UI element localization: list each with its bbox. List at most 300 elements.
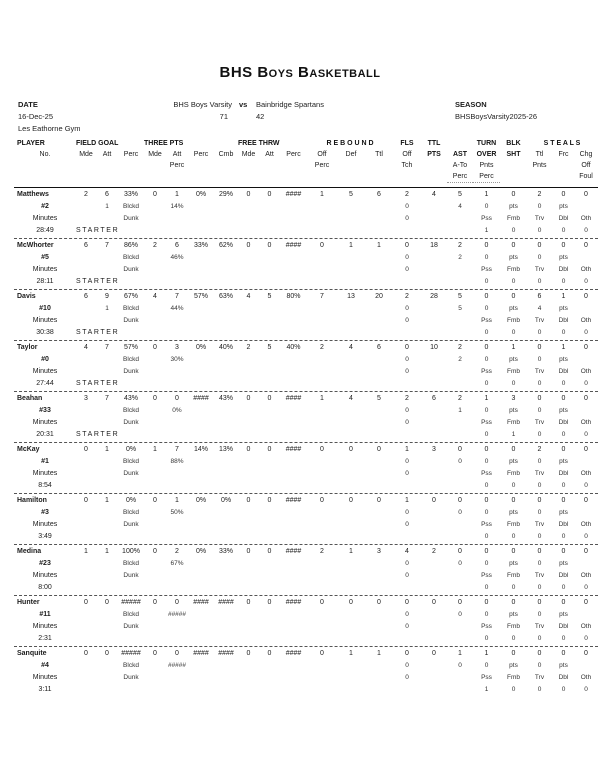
cell-minutes: 28:11 <box>36 278 54 285</box>
player-sub-row-2 <box>14 468 598 480</box>
cell-fg-perc: 100% <box>122 548 140 555</box>
label-to-oth: Oth <box>580 266 592 273</box>
label-minutes: Minutes <box>32 470 58 477</box>
cell-steal-points: 0 <box>537 356 542 363</box>
cell-to-pss: 0 <box>484 329 489 336</box>
cell-steals-chg: 0 <box>584 344 588 351</box>
label-to-pts: pts <box>509 407 518 414</box>
label-to-dbl: Dbl <box>558 572 569 579</box>
cell-fouls-off: 0 <box>405 611 409 618</box>
cell-assists: 5 <box>458 293 462 300</box>
cell-to-fmb: 0 <box>511 329 516 336</box>
label-to-pts: pts <box>509 509 518 516</box>
cell-fouls-tch: 0 <box>405 215 409 222</box>
player-block <box>14 595 598 646</box>
cell-assists-ato: 0 <box>458 611 462 618</box>
cell-blocked-perc: 30% <box>170 356 184 363</box>
cell-fouls-off: 0 <box>405 458 409 465</box>
cell-ft-perc: #### <box>285 446 302 453</box>
cell-blocked-perc: 46% <box>170 254 184 261</box>
cell-steals-frc: 0 <box>561 548 566 555</box>
cell-fg-att: 1 <box>105 497 109 504</box>
cell-tp-att: 6 <box>175 242 179 249</box>
cell-fg-att: 1 <box>105 548 109 555</box>
player-sub-row-1 <box>14 303 598 315</box>
label-to-pts: pts <box>509 458 518 465</box>
cell-steals-ttl: 0 <box>537 395 542 402</box>
cell-to-fmb: 0 <box>511 686 516 693</box>
label-to-fmb: Fmb <box>507 368 520 375</box>
cell-ft-perc: 40% <box>286 344 301 351</box>
label-to-pss: Pss <box>481 368 492 375</box>
label-to-pss: Pss <box>481 623 492 630</box>
cell-reb-off: 2 <box>320 344 324 351</box>
cell-fg-perc: ##### <box>121 599 141 606</box>
cell-reb-ttl: 0 <box>377 446 381 453</box>
cell-tp-perc: #### <box>193 395 209 402</box>
player-name: Hunter <box>17 599 40 606</box>
cell-reb-ttl: 0 <box>377 599 381 606</box>
cell-to-pss: 0 <box>484 635 489 642</box>
label-to-pss: Pss <box>481 674 492 681</box>
cell-starter <box>76 480 238 492</box>
label-to-dbl: Dbl <box>558 266 569 273</box>
player-sub-row-1 <box>14 660 598 672</box>
player-name: McWhorter <box>17 242 54 249</box>
cell-total-points: 6 <box>432 395 436 402</box>
label-to-oth: Oth <box>580 215 592 222</box>
cell-fg-perc: 86% <box>123 242 138 249</box>
hdr-cmb: Cmb <box>218 151 234 158</box>
cell-steals-ttl: 2 <box>537 191 542 198</box>
cell-turnovers: 0 <box>484 497 489 504</box>
cell-steals-ttl: 6 <box>537 293 542 300</box>
cell-ft-att: 5 <box>267 293 272 300</box>
cell-ft-perc: 80% <box>286 293 301 300</box>
hdr-blk: BLK <box>506 140 521 147</box>
player-main-row <box>14 342 598 354</box>
player-sub-row-2 <box>14 570 598 582</box>
player-sub-row-3 <box>14 378 598 390</box>
cell-ft-perc: #### <box>285 548 302 555</box>
player-main-row <box>14 648 598 660</box>
cell-tp-made: 2 <box>153 242 157 249</box>
cell-turnovers: 1 <box>484 395 489 402</box>
cell-assists-ato: 0 <box>458 560 462 567</box>
cell-to-fmb: 0 <box>511 380 516 387</box>
cell-turnovers: 0 <box>484 548 489 555</box>
cell-blocked-att <box>96 660 118 672</box>
cell-fg-perc: 57% <box>123 344 138 351</box>
cell-steals-frc: 0 <box>561 395 566 402</box>
cell-fouls: 0 <box>405 242 409 249</box>
hdr-ast: AST <box>453 151 467 158</box>
player-name: Matthews <box>17 191 49 198</box>
cell-blocked-shots: 1 <box>511 344 516 351</box>
cell-minutes: 20:31 <box>36 431 54 438</box>
cell-steals-frc: 0 <box>561 599 566 606</box>
cell-total-points: 3 <box>432 446 436 453</box>
player-name: Sanquite <box>17 650 47 657</box>
cell-ft-att: 0 <box>267 650 272 657</box>
label-to-fmb: Fmb <box>507 572 520 579</box>
label-dunk: Dunk <box>123 419 139 426</box>
label-minutes: Minutes <box>32 368 58 375</box>
cell-reb-def: 13 <box>347 293 355 300</box>
player-main-row <box>14 189 598 201</box>
cell-reb-def: 0 <box>349 497 353 504</box>
player-sub-row-1 <box>14 201 598 213</box>
cell-to-points: 0 <box>484 356 489 363</box>
cell-cmb-perc: #### <box>218 650 234 657</box>
hdr-over: OVER <box>476 151 497 158</box>
label-minutes: Minutes <box>32 419 58 426</box>
label-dunk: Dunk <box>123 470 139 477</box>
label-to-trv: Trv <box>534 674 545 681</box>
player-sub-row-1 <box>14 354 598 366</box>
cell-minutes: 3:11 <box>38 686 52 693</box>
cell-blocked-perc: 50% <box>170 509 184 516</box>
cell-blocked-att <box>96 252 118 264</box>
player-main-row <box>14 546 598 558</box>
cell-ft-made: 4 <box>246 293 251 300</box>
cell-fg-att: 7 <box>105 242 109 249</box>
cell-total-points: 18 <box>430 242 438 249</box>
player-name: Davis <box>17 293 36 300</box>
cell-tp-perc: 33% <box>193 242 208 249</box>
cell-steals-frc: 0 <box>561 242 566 249</box>
player-number: #23 <box>39 560 51 567</box>
venue: Les Eathorne Gym <box>18 124 81 133</box>
cell-to-trv: 0 <box>537 533 542 540</box>
label-to-pts: pts <box>509 203 518 210</box>
cell-to-points: 0 <box>484 305 489 312</box>
label-dunk: Dunk <box>123 215 139 222</box>
label-to-trv: Trv <box>534 266 545 273</box>
cell-fg-made: 4 <box>84 344 88 351</box>
cell-fouls: 1 <box>405 446 409 453</box>
player-sub-row-2 <box>14 519 598 531</box>
label-to-pts: pts <box>509 611 518 618</box>
cell-reb-def: 1 <box>349 650 353 657</box>
player-number: #33 <box>39 407 51 414</box>
cell-to-oth: 0 <box>584 635 588 642</box>
cell-steals-ttl: 0 <box>537 497 542 504</box>
cell-ft-perc: #### <box>285 395 302 402</box>
cell-to-points: 0 <box>484 611 489 618</box>
cell-fouls: 0 <box>405 599 409 606</box>
cell-tp-att: 7 <box>175 446 179 453</box>
cell-starter <box>76 531 238 543</box>
cell-steals-ttl: 0 <box>537 548 542 555</box>
cell-to-fmb: 0 <box>511 278 516 285</box>
player-block <box>14 289 598 340</box>
player-sub-row-3 <box>14 480 598 492</box>
cell-reb-def: 0 <box>349 446 353 453</box>
label-blckd: Blckd <box>123 458 139 465</box>
cell-cmb-perc: #### <box>218 599 234 606</box>
cell-to-oth: 0 <box>584 278 588 285</box>
label-to-fmb: Fmb <box>507 215 520 222</box>
label-blckd: Blckd <box>123 305 139 312</box>
label-steal-pts: pts <box>559 305 568 312</box>
player-main-row <box>14 444 598 456</box>
label-to-pts: pts <box>509 254 518 261</box>
player-number: #5 <box>41 254 49 261</box>
label-dunk: Dunk <box>123 674 139 681</box>
player-sub-row-3 <box>14 276 598 288</box>
hdr-rebound: R E B O U N D <box>326 140 374 147</box>
cell-ft-att: 0 <box>267 548 272 555</box>
cell-to-dbl: 0 <box>561 431 566 438</box>
label-to-dbl: Dbl <box>558 368 569 375</box>
player-main-row <box>14 291 598 303</box>
game-date: 16-Dec-25 <box>18 112 54 121</box>
cell-cmb-perc: 29% <box>218 191 233 198</box>
cell-blocked-att: 1 <box>105 203 109 210</box>
hdr-steals: S T E A L S <box>543 140 581 147</box>
cell-ft-att: 0 <box>267 191 272 198</box>
cell-minutes: 2:31 <box>38 635 52 642</box>
cell-assists-ato: 4 <box>458 203 462 210</box>
player-block <box>14 188 598 238</box>
hdr-to-pnts: Pnts <box>479 162 494 169</box>
cell-tp-att: 7 <box>175 293 179 300</box>
label-to-fmb: Fmb <box>507 521 520 528</box>
cell-tp-made: 0 <box>153 395 157 402</box>
cell-fouls-tch: 0 <box>405 266 409 273</box>
cell-steals-chg: 0 <box>584 446 588 453</box>
cell-cmb-perc: 62% <box>218 242 233 249</box>
cell-to-oth: 0 <box>584 329 588 336</box>
label-blckd: Blckd <box>123 509 139 516</box>
label-minutes: Minutes <box>32 521 58 528</box>
cell-starter <box>76 684 238 696</box>
cell-fouls: 2 <box>405 395 409 402</box>
cell-fg-att: 7 <box>105 395 109 402</box>
cell-steals-chg: 0 <box>584 293 588 300</box>
cell-blocked-att <box>96 507 118 519</box>
cell-tp-made: 0 <box>153 497 157 504</box>
player-rows <box>14 188 598 697</box>
cell-to-points: 0 <box>484 560 489 567</box>
label-to-dbl: Dbl <box>558 674 569 681</box>
away-team-score: 42 <box>256 112 265 121</box>
cell-blocked-att <box>96 354 118 366</box>
cell-ft-att: 0 <box>267 395 272 402</box>
player-main-row <box>14 240 598 252</box>
cell-to-pss: 0 <box>484 533 489 540</box>
hdr-stl-ttl: Ttl <box>535 151 544 158</box>
page-title: BHS Boys Basketball <box>219 64 381 81</box>
cell-fg-att: 9 <box>105 293 109 300</box>
cell-to-points: 0 <box>484 509 489 516</box>
cell-fg-made: 0 <box>84 497 88 504</box>
label-to-oth: Oth <box>580 674 592 681</box>
cell-ft-made: 0 <box>246 497 251 504</box>
player-sub-row-2 <box>14 264 598 276</box>
cell-fg-made: 0 <box>84 599 88 606</box>
player-main-row <box>14 597 598 609</box>
label-to-pss: Pss <box>481 419 492 426</box>
cell-tp-att: 0 <box>175 599 179 606</box>
cell-fouls-tch: 0 <box>405 674 409 681</box>
cell-to-pss: 0 <box>484 431 489 438</box>
cell-steals-chg: 0 <box>584 599 588 606</box>
cell-fouls-tch: 0 <box>405 623 409 630</box>
label-to-trv: Trv <box>534 521 545 528</box>
cell-assists: 0 <box>458 497 462 504</box>
cell-fg-perc: 67% <box>123 293 138 300</box>
hdr-no: No. <box>39 151 51 158</box>
cell-fouls-tch: 0 <box>405 572 409 579</box>
cell-to-trv: 0 <box>537 380 542 387</box>
cell-fouls-tch: 0 <box>405 368 409 375</box>
cell-steals-frc: 1 <box>561 344 566 351</box>
cell-reb-ttl: 0 <box>377 497 381 504</box>
label-steal-pts: pts <box>559 662 568 669</box>
cell-tp-made: 0 <box>153 599 157 606</box>
player-sub-row-1 <box>14 252 598 264</box>
cell-reb-ttl: 6 <box>377 191 381 198</box>
cell-starter: STARTER <box>76 329 120 336</box>
away-team-name: Bainbridge Spartans <box>256 100 324 109</box>
cell-tp-made: 1 <box>153 446 157 453</box>
cell-blocked-perc: ##### <box>167 611 187 618</box>
cell-fg-perc: 0% <box>125 446 137 453</box>
cell-ft-perc: #### <box>285 650 302 657</box>
cell-turnovers: 0 <box>484 599 489 606</box>
cell-fg-made: 3 <box>84 395 88 402</box>
cell-cmb-perc: 13% <box>218 446 233 453</box>
player-sub-row-3 <box>14 225 598 237</box>
player-sub-row-2 <box>14 621 598 633</box>
player-number: #4 <box>41 662 49 669</box>
label-to-dbl: Dbl <box>558 215 569 222</box>
cell-total-points: 10 <box>430 344 438 351</box>
cell-to-fmb: 0 <box>511 227 516 234</box>
hdr-ft-mde: Mde <box>241 151 256 158</box>
cell-tp-att: 0 <box>175 395 179 402</box>
cell-cmb-perc: 43% <box>218 395 233 402</box>
cell-reb-ttl: 6 <box>377 344 381 351</box>
season-value: BHSBoysVarsity2025-26 <box>455 112 537 121</box>
player-name: Beahan <box>17 395 43 402</box>
cell-blocked-perc: 67% <box>170 560 184 567</box>
label-to-fmb: Fmb <box>507 266 520 273</box>
hdr-ast-perc: Perc <box>447 171 473 183</box>
season-label: SEASON <box>455 100 487 109</box>
player-sub-row-3 <box>14 684 598 696</box>
cell-fouls: 4 <box>405 548 409 555</box>
label-to-pts: pts <box>509 356 518 363</box>
cell-fg-att: 6 <box>105 191 109 198</box>
cell-blocked-att <box>96 609 118 621</box>
cell-ft-att: 5 <box>267 344 272 351</box>
label-to-dbl: Dbl <box>558 317 569 324</box>
cell-blocked-shots: 0 <box>511 293 516 300</box>
player-sub-row-1 <box>14 558 598 570</box>
player-sub-row-3 <box>14 429 598 441</box>
cell-reb-ttl: 1 <box>377 242 381 249</box>
label-dunk: Dunk <box>123 521 139 528</box>
player-block <box>14 442 598 493</box>
box-score-table <box>14 138 598 697</box>
hdr-sht: SHT <box>506 151 521 158</box>
cell-blocked-shots: 0 <box>511 446 516 453</box>
cell-turnovers: 1 <box>484 650 489 657</box>
cell-steal-points: 0 <box>537 458 542 465</box>
hdr-rb-ttl: Ttl <box>375 151 383 158</box>
label-minutes: Minutes <box>32 674 58 681</box>
cell-cmb-perc: 33% <box>218 548 233 555</box>
player-sub-row-1 <box>14 609 598 621</box>
cell-blocked-perc: 44% <box>170 305 184 312</box>
cell-reb-def: 1 <box>349 548 353 555</box>
cell-total-points: 2 <box>432 548 436 555</box>
label-to-pss: Pss <box>481 317 492 324</box>
cell-turnovers: 0 <box>484 242 489 249</box>
cell-fg-made: 6 <box>84 242 88 249</box>
label-steal-pts: pts <box>559 407 568 414</box>
cell-to-fmb: 1 <box>511 431 516 438</box>
hdr-ttl: TTL <box>427 140 441 147</box>
player-sub-row-1 <box>14 456 598 468</box>
label-minutes: Minutes <box>32 266 58 273</box>
cell-tp-att: 0 <box>175 650 179 657</box>
cell-reb-def: 0 <box>349 599 353 606</box>
label-to-fmb: Fmb <box>507 317 520 324</box>
cell-to-points: 0 <box>484 662 489 669</box>
player-sub-row-2 <box>14 672 598 684</box>
label-to-trv: Trv <box>534 317 545 324</box>
cell-fouls: 0 <box>405 650 409 657</box>
cell-fg-att: 0 <box>105 599 109 606</box>
player-block <box>14 646 598 697</box>
cell-tp-perc: #### <box>193 650 209 657</box>
cell-to-pss: 0 <box>484 380 489 387</box>
cell-tp-made: 0 <box>153 650 157 657</box>
cell-steal-points: 0 <box>537 407 542 414</box>
label-dunk: Dunk <box>123 623 139 630</box>
cell-blocked-perc: ##### <box>167 662 187 669</box>
cell-cmb-perc: 63% <box>218 293 233 300</box>
cell-to-oth: 0 <box>584 380 588 387</box>
cell-steals-ttl: 0 <box>537 242 542 249</box>
hdr-to-perc: Perc <box>473 171 500 183</box>
cell-minutes: 3:49 <box>38 533 52 540</box>
hdr-field-goal: FIELD GOAL <box>76 140 119 147</box>
cell-to-oth: 0 <box>584 686 588 693</box>
cell-assists: 0 <box>458 548 462 555</box>
player-name: Hamilton <box>17 497 47 504</box>
cell-assists: 0 <box>458 599 462 606</box>
label-blckd: Blckd <box>123 560 139 567</box>
cell-starter <box>76 633 238 645</box>
cell-assists-ato: 5 <box>458 305 462 312</box>
label-steal-pts: pts <box>559 560 568 567</box>
hdr-rb-off-perc: Perc <box>314 162 330 169</box>
cell-to-pss: 1 <box>484 227 489 234</box>
hdr-fg-att: Att <box>102 151 112 158</box>
hdr-fls: FLS <box>400 140 414 147</box>
label-dunk: Dunk <box>123 266 139 273</box>
label-to-oth: Oth <box>580 521 592 528</box>
label-blckd: Blckd <box>123 611 139 618</box>
cell-reb-ttl: 3 <box>377 548 381 555</box>
cell-to-fmb: 0 <box>511 635 516 642</box>
cell-steal-points: 0 <box>537 254 542 261</box>
